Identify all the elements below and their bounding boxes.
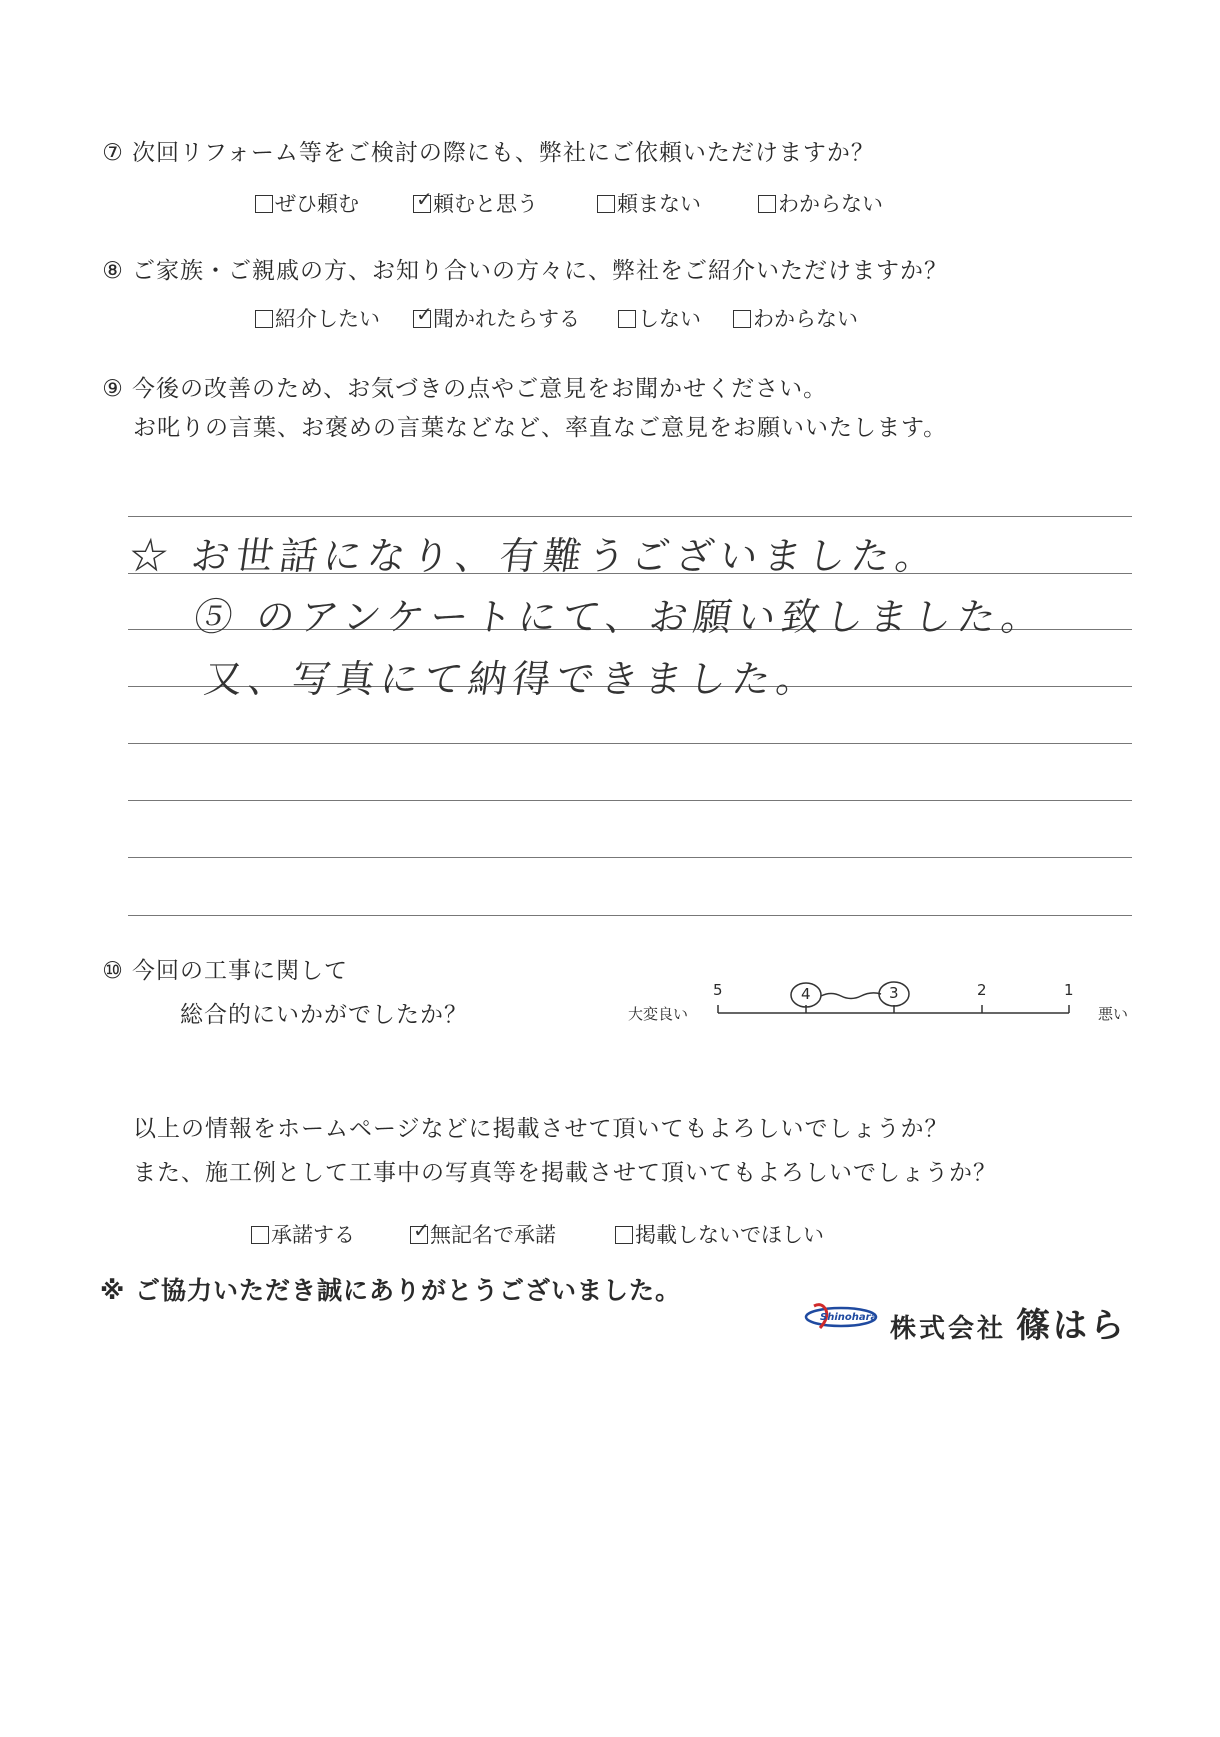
checkbox[interactable] bbox=[618, 310, 636, 328]
logo-wordmark: Shinohara bbox=[820, 1312, 878, 1323]
checkbox-checked[interactable] bbox=[413, 187, 433, 213]
shinohara-logo-icon bbox=[804, 1302, 878, 1332]
q7-option-2[interactable] bbox=[413, 188, 538, 218]
publish-option-3[interactable] bbox=[615, 1219, 824, 1249]
question-9 bbox=[100, 370, 827, 403]
publish-question-2: また、施工例として工事中の写真等を掲載させて頂いてもよろしいでしょうか？ bbox=[133, 1160, 997, 1186]
question-7-number: ⑦ bbox=[102, 140, 124, 166]
question-10-line-2 bbox=[180, 996, 468, 1029]
question-7-text: 次回リフォーム等をご検討の際にも、弊社にご依頼いただけますか？ bbox=[132, 140, 875, 166]
answer-line bbox=[128, 915, 1132, 916]
question-10-text-1: 今回の工事に関して bbox=[132, 958, 348, 984]
q7-option-2-label: 頼むと思う bbox=[433, 192, 538, 216]
checkbox[interactable] bbox=[597, 195, 615, 213]
checkbox[interactable] bbox=[615, 1226, 633, 1244]
answer-line bbox=[128, 743, 1132, 744]
checkbox[interactable] bbox=[255, 195, 273, 213]
answer-line bbox=[128, 857, 1132, 858]
question-10-number: ⑩ bbox=[102, 958, 124, 984]
answer-line bbox=[128, 800, 1132, 801]
company-name bbox=[890, 1298, 1127, 1347]
q7-option-4[interactable] bbox=[758, 188, 883, 218]
company-prefix: 株式会社 bbox=[890, 1314, 1007, 1344]
question-10-text-2: 総合的にいかがでしたか？ bbox=[180, 1002, 468, 1028]
scale-number-1[interactable]: 1 bbox=[1064, 981, 1074, 999]
q7-option-3-label: 頼まない bbox=[617, 192, 701, 216]
q8-option-2[interactable] bbox=[413, 303, 580, 333]
publish-option-1[interactable] bbox=[251, 1219, 355, 1249]
publish-question-1: 以上の情報をホームページなどに掲載させて頂いてもよろしいでしょうか？ bbox=[133, 1116, 949, 1142]
q8-option-3-label: しない bbox=[638, 307, 701, 331]
scale-number-5: 5 bbox=[713, 981, 723, 999]
handwritten-answer-line-2: ⑤ のアンケートにて、お願い致しました。 bbox=[191, 595, 1049, 639]
q8-option-2-label: 聞かれたらする bbox=[433, 307, 580, 331]
thanks-message: ※ ご協力いただき誠にありがとうございました。 bbox=[100, 1276, 682, 1305]
checkbox-checked[interactable] bbox=[410, 1218, 430, 1244]
question-9-number: ⑨ bbox=[102, 376, 124, 402]
company-brand-name: 篠はら bbox=[1016, 1306, 1128, 1346]
checkmark-icon: ✓ bbox=[413, 1218, 430, 1242]
question-8 bbox=[100, 252, 948, 285]
publish-option-1-label: 承諾する bbox=[271, 1223, 355, 1247]
question-8-number: ⑧ bbox=[102, 258, 124, 284]
handwritten-answer-line-3: 又、写真にて納得できました。 bbox=[201, 657, 824, 701]
q8-option-1-label: 紹介したい bbox=[275, 307, 380, 331]
question-7 bbox=[100, 134, 875, 167]
q8-option-3[interactable] bbox=[618, 303, 701, 333]
handwritten-answer-line-1: ☆ お世話になり、有難うございました。 bbox=[126, 534, 943, 578]
scale-number-2[interactable]: 2 bbox=[977, 981, 987, 999]
question-10 bbox=[100, 952, 348, 985]
q8-option-1[interactable] bbox=[255, 303, 380, 333]
publish-option-2[interactable] bbox=[410, 1219, 556, 1249]
answer-line bbox=[128, 516, 1132, 517]
q7-option-1[interactable] bbox=[255, 188, 359, 218]
scale-number-4[interactable]: 4 bbox=[801, 985, 811, 1003]
q7-option-4-label: わからない bbox=[778, 192, 883, 216]
question-9-text-1: 今後の改善のため、お気づきの点やご意見をお聞かせください。 bbox=[132, 376, 828, 402]
question-9-text-2: お叱りの言葉、お褒めの言葉などなど、率直なご意見をお願いいたします。 bbox=[133, 415, 948, 441]
publish-option-3-label: 掲載しないでほしい bbox=[635, 1223, 824, 1247]
q8-option-4[interactable] bbox=[733, 303, 858, 333]
scale-number-3[interactable]: 3 bbox=[889, 984, 899, 1002]
q7-option-1-label: ぜひ頼む bbox=[275, 192, 359, 216]
q7-option-3[interactable] bbox=[597, 188, 701, 218]
q8-option-4-label: わからない bbox=[753, 307, 858, 331]
checkmark-icon: ✓ bbox=[416, 302, 433, 326]
scale-right-label: 悪い bbox=[1098, 1005, 1129, 1023]
publish-option-2-label: 無記名で承諾 bbox=[430, 1223, 556, 1247]
checkmark-icon: ✓ bbox=[416, 187, 433, 211]
question-9-line-2 bbox=[133, 409, 947, 442]
checkbox[interactable] bbox=[255, 310, 273, 328]
checkbox[interactable] bbox=[758, 195, 776, 213]
scale-left-label: 大変良い bbox=[628, 1005, 689, 1023]
checkbox[interactable] bbox=[733, 310, 751, 328]
checkbox[interactable] bbox=[251, 1226, 269, 1244]
question-8-text: ご家族・ご親戚の方、お知り合いの方々に、弊社をご紹介いただけますか？ bbox=[132, 258, 948, 284]
checkbox-checked[interactable] bbox=[413, 302, 433, 328]
